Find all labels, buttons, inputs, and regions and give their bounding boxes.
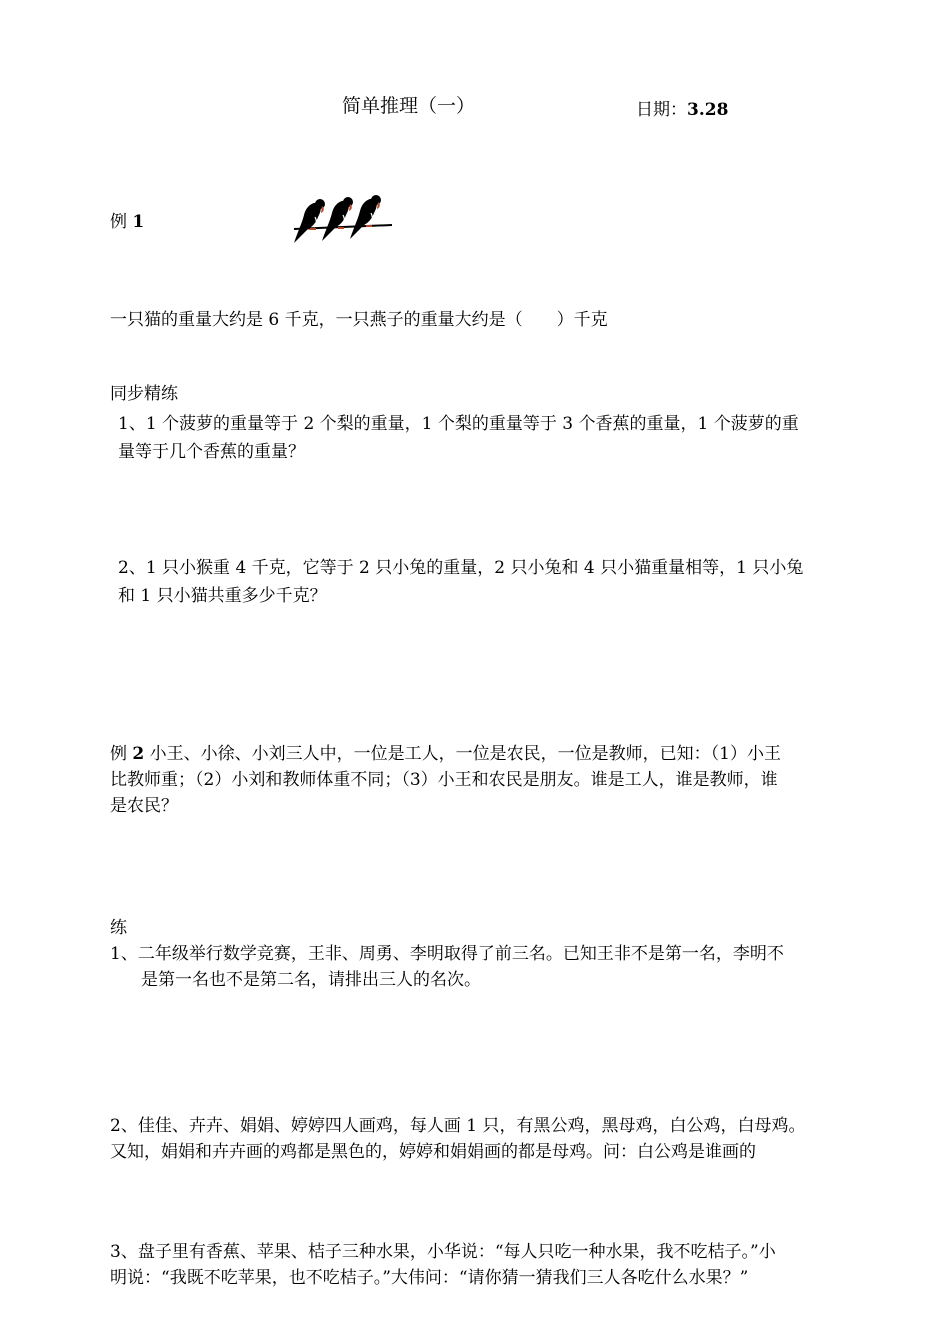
date-label: 日期： — [636, 100, 687, 120]
example-2-number: 2 — [132, 744, 145, 764]
practice-2-q1-line1: 1、二年级举行数学竞赛，王非、周勇、李明取得了前三名。已知王非不是第一名，李明不 — [110, 944, 784, 964]
example-1-label — [110, 208, 144, 236]
swallow-bird-1 — [294, 199, 325, 243]
example-1-question: 一只猫的重量大约是 6 千克，一只燕子的重量大约是（ ）千克 — [110, 310, 608, 330]
page-title: 简单推理（一） — [342, 95, 476, 117]
date-value: 3.28 — [687, 100, 729, 120]
practice-1-q2-line1: 2、1 只小猴重 4 千克，它等于 2 只小兔的重量，2 只小兔和 4 只小猫重量相等，1 只小兔 — [118, 558, 804, 578]
example-2-text-line1: 小王、小徐、小刘三人中，一位是工人，一位是农民，一位是教师，已知：（1）小王 — [149, 744, 781, 764]
swallows-illustration — [290, 193, 394, 255]
practice-2-q3-line1: 3、盘子里有香蕉、苹果、桔子三种水果，小华说：“每人只吃一种水果，我不吃桔子。”小 — [110, 1242, 776, 1262]
example-2-word: 例 — [110, 744, 127, 764]
example-2-line3: 是农民？ — [110, 796, 178, 816]
swallow-bird-2 — [322, 197, 353, 241]
practice-1-q1-line1: 1、1 个菠萝的重量等于 2 个梨的重量，1 个梨的重量等于 3 个香蕉的重量，1 个菠萝的重 — [118, 414, 799, 434]
practice-2-q1-line2: 是第一名也不是第二名，请排出三人的名次。 — [141, 970, 481, 990]
practice-2-q2-line1: 2、佳佳、卉卉、娟娟、婷婷四人画鸡，每人画 1 只，有黑公鸡，黑母鸡，白公鸡，白母鸡。 — [110, 1116, 806, 1136]
practice-1-q1-line2: 量等于几个香蕉的重量？ — [118, 442, 305, 462]
example-2-line1 — [110, 740, 781, 768]
practice-2-q3-line2: 明说：“我既不吃苹果，也不吃桔子。”大伟问：“请你猜一猜我们三人各吃什么水果？” — [110, 1268, 749, 1288]
practice-2-q2-line2: 又知，娟娟和卉卉画的鸡都是黑色的，婷婷和娟娟画的都是母鸡。问：白公鸡是谁画的 — [110, 1142, 756, 1162]
practice-2-heading: 练 — [110, 918, 127, 938]
date-line — [636, 96, 728, 124]
swallow-bird-3 — [350, 195, 381, 239]
practice-1-q2-line2: 和 1 只小猫共重多少千克？ — [118, 586, 327, 606]
example-2-line2: 比教师重；（2）小刘和教师体重不同；（3）小王和农民是朋友。谁是工人，谁是教师，谁 — [110, 770, 778, 790]
example-1-word: 例 — [110, 212, 127, 232]
example-1-number: 1 — [132, 212, 145, 232]
practice-1-heading: 同步精练 — [110, 384, 178, 404]
